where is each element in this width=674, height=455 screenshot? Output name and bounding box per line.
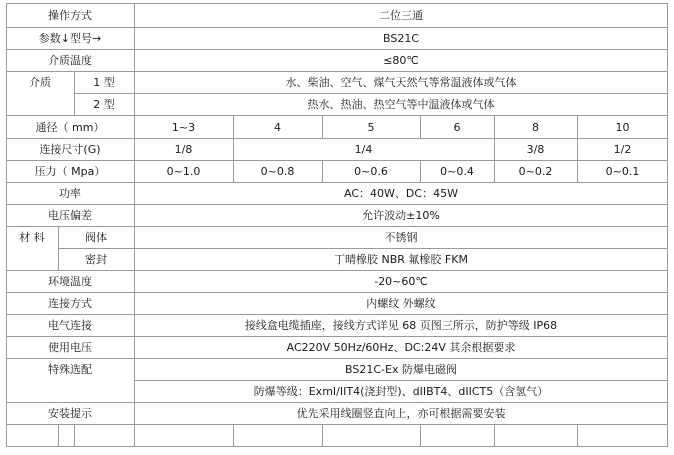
voltage-deviation-value: 允许波动±10% — [362, 208, 440, 222]
pressure-value: 0~1.0 — [166, 164, 201, 178]
medium-type1-label: 1 型 — [93, 75, 115, 89]
voltage-deviation-label: 电压偏差 — [48, 208, 92, 222]
medium-type2-label: 2 型 — [93, 97, 115, 111]
special-line2: 防爆等级：ExmI/IIT4(浇封型)、dIIBT4、dIICT5（含氢气） — [253, 384, 549, 398]
special-label: 特殊选配 — [48, 362, 92, 376]
operation-mode-value: 二位三通 — [379, 8, 423, 22]
pressure-value: 0~0.6 — [354, 164, 388, 178]
row-divider — [6, 71, 668, 72]
connection-size-value: 1/8 — [174, 142, 193, 156]
medium-type1-value: 水、柴油、空气、煤气天然气等常温液体或气体 — [285, 75, 517, 89]
bore-value: 4 — [274, 120, 281, 134]
material-seal-label: 密封 — [85, 252, 107, 266]
connection-size-value: 1/2 — [613, 142, 632, 156]
column-divider — [58, 226, 59, 270]
column-divider — [322, 424, 323, 446]
material-label: 材 料 — [19, 230, 45, 244]
power-value: AC：40W、DC：45W — [344, 186, 458, 200]
column-divider — [577, 115, 578, 182]
pressure-value: 0~0.4 — [440, 164, 474, 178]
supply-voltage-value: AC220V 50Hz/60Hz、DC:24V 其余根据要求 — [286, 340, 516, 354]
row-divider — [6, 226, 668, 227]
connection-method-value: 内螺纹 外螺纹 — [366, 296, 436, 310]
row-divider — [74, 93, 668, 94]
material-seal-value: 丁晴橡胶 NBR 氟橡胶 FKM — [334, 252, 468, 266]
installation-value: 优先采用线圈竖直向上，亦可根据需要安装 — [296, 406, 506, 420]
row-divider — [6, 115, 668, 116]
column-divider — [494, 424, 495, 446]
electrical-label: 电气连接 — [48, 318, 92, 332]
column-divider — [420, 115, 421, 138]
row-divider — [6, 160, 668, 161]
row-divider — [6, 204, 668, 205]
table-border-top — [6, 3, 668, 4]
electrical-value: 接线盒电缆插座，接线方式详见 68 页图三所示，防护等级 IP68 — [244, 318, 558, 332]
medium-type2-value: 热水、热油、热空气等中温液体或气体 — [307, 97, 495, 111]
table-border-bottom — [6, 446, 668, 447]
model-label: 参数↓型号→ — [38, 31, 102, 45]
bore-value: 6 — [453, 120, 461, 134]
row-divider — [6, 182, 668, 183]
connection-size-label: 连接尺寸(G) — [39, 142, 101, 156]
operation-mode-label: 操作方式 — [48, 8, 92, 22]
row-divider — [6, 402, 668, 403]
row-divider — [6, 49, 668, 50]
connection-method-label: 连接方式 — [48, 296, 92, 310]
row-divider — [6, 292, 668, 293]
medium-temp-label: 介质温度 — [48, 53, 92, 67]
bore-value: 8 — [532, 120, 539, 134]
installation-label: 安装提示 — [48, 406, 92, 420]
row-divider — [58, 248, 668, 249]
column-divider — [233, 115, 234, 182]
bore-label: 通径（ mm） — [35, 120, 105, 134]
pressure-value: 0~0.1 — [605, 164, 640, 178]
column-divider — [420, 160, 421, 182]
model-value: BS21C — [382, 31, 419, 45]
material-body-value: 不锈钢 — [384, 230, 418, 244]
column-divider — [322, 115, 323, 138]
column-divider — [74, 71, 75, 115]
bore-value: 1~3 — [171, 120, 196, 134]
column-divider — [58, 424, 59, 446]
medium-label: 介质 — [29, 75, 51, 89]
row-divider — [6, 138, 668, 139]
ambient-temp-label: 环境温度 — [48, 274, 92, 288]
row-divider — [6, 358, 668, 359]
column-divider — [494, 115, 495, 182]
row-divider — [134, 380, 668, 381]
pressure-value: 0~0.2 — [518, 164, 553, 178]
row-divider — [6, 27, 668, 28]
connection-size-value: 3/8 — [526, 142, 545, 156]
supply-voltage-label: 使用电压 — [48, 340, 92, 354]
pressure-label: 压力（ Mpa） — [34, 164, 106, 178]
special-line1: BS21C-Ex 防爆电磁阀 — [345, 362, 457, 376]
pressure-value: 0~0.8 — [260, 164, 295, 178]
power-label: 功率 — [59, 186, 81, 200]
row-divider — [6, 270, 668, 271]
table-border-left — [6, 3, 7, 447]
row-divider — [6, 336, 668, 337]
row-divider — [6, 424, 668, 425]
bore-value: 10 — [615, 120, 630, 134]
material-body-label: 阀体 — [85, 230, 107, 244]
row-divider — [6, 314, 668, 315]
bore-value: 5 — [367, 120, 375, 134]
column-divider — [577, 424, 578, 446]
ambient-temp-value: -20~60℃ — [374, 274, 428, 288]
column-divider — [420, 424, 421, 446]
column-divider — [322, 160, 323, 182]
column-divider — [74, 424, 75, 446]
medium-temp-value: ≤80℃ — [383, 53, 419, 67]
connection-size-value: 1/4 — [354, 142, 373, 156]
column-divider — [134, 3, 135, 447]
column-divider — [233, 424, 234, 446]
